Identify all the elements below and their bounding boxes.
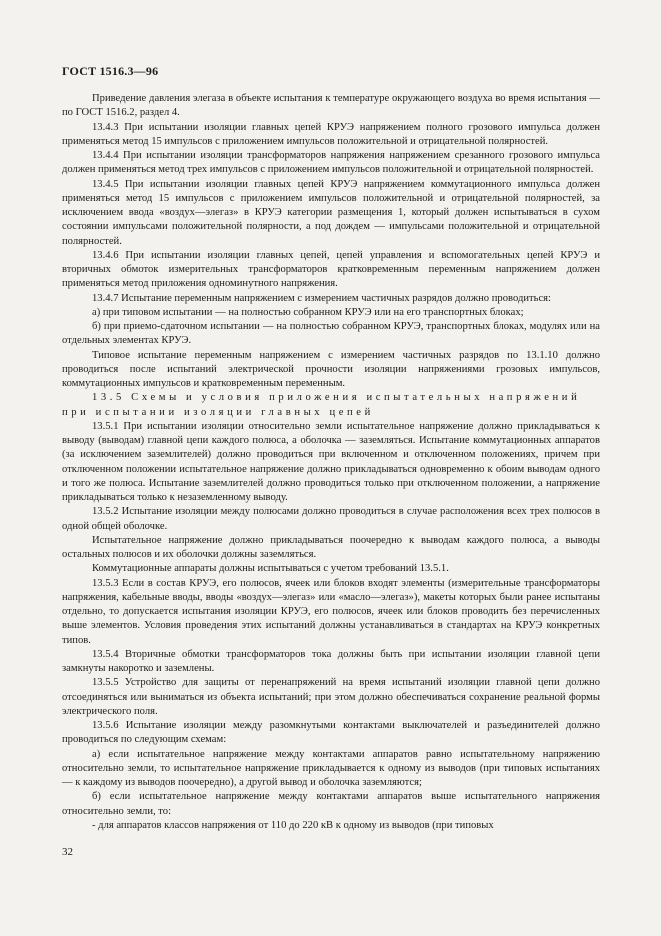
paragraph: 13.4.3 При испытании изоляции главных цепей КРУЭ напряжением полного грозового импульса должен применяться метод 15 импульсов с приложением импульсов положительной и отрицательной полярностей. <box>62 121 600 147</box>
paragraph: Коммутационные аппараты должны испытываться с учетом требований 13.5.1. <box>92 563 449 575</box>
list-item: б) если испытательное напряжение между контактами аппаратов выше испытательного напряжения относительно земли, то: <box>62 791 600 817</box>
list-item: а) если испытательное напряжение между контактами аппаратов равно испытательному напряжению относительно земли, то испытательное напряжение прикладывается к одному из выводов (при типовых испытаниях — к каждому из выводов поочередно), а другой вывод и оболочка заземляются; <box>62 748 600 788</box>
paragraph: Типовое испытание переменным напряжением с измерением частичных разрядов по 13.1.10 должно проводиться после испытаний электрической прочности изоляции напряжениями грозовых импульсов, коммутационных импульсов и кратковременным переменным. <box>62 349 600 389</box>
paragraph: 13.4.7 Испытание переменным напряжением с измерением частичных разрядов должно проводиться: <box>92 292 551 304</box>
paragraph: 13.5.1 При испытании изоляции относительно земли испытательное напряжение должно прикладываться к выводу (выводам) главной цепи каждого полюса, а оболочка — заземляться. Испытание коммутационных аппаратов (за исключением заземлителей) должно проводиться при включенном и отключенном положениях, причем при отключенном положении испытательное напряжение должно прикладываться одновременно к обоим выводам одного и того же полюса. Испытание заземлителей должно проводиться только при отключенном положении, а напряжение прикладываться только к незаземленному выводу. <box>62 420 600 503</box>
paragraph: 13.4.5 При испытании изоляции главных цепей КРУЭ напряжением коммутационного импульса должен применяться метод 15 импульсов с приложением импульсов положительной и отрицательной полярностей, за исключением ввода «воздух—элегаз» в КРУЭ категории размещения 1, который должен испытываться в сухом состоянии импульсами положительной полярности, а под дождем — импульсами положительной и отрицательной полярностей. <box>62 178 600 247</box>
document-body <box>62 92 600 833</box>
paragraph: 13.4.4 При испытании изоляции трансформаторов напряжения напряжением срезанного грозового импульса должен применяться метод трех импульсов с приложением импульсов положительной и отрицательной полярностей. <box>62 150 600 176</box>
list-item: б) при приемо-сдаточном испытании — на полностью собранном КРУЭ, транспортных блоках, модулях или на отдельных элементах КРУЭ. <box>62 321 600 347</box>
paragraph: 13.5.4 Вторичные обмотки трансформаторов тока должны быть при испытании изоляции главной цепи замкнуты накоротко и заземлены. <box>62 648 600 674</box>
list-item: - для аппаратов классов напряжения от 110 до 220 кВ к одному из выводов (при типовых <box>92 819 494 831</box>
page-number: 32 <box>62 846 73 858</box>
paragraph: 13.5.2 Испытание изоляции между полюсами должно проводиться в случае расположения всех трех полюсов в одной общей оболочке. <box>62 506 600 532</box>
document-header: ГОСТ 1516.3—96 <box>62 64 159 78</box>
section-heading: 13.5 Схемы и условия приложения испытательных напряжений при испытании изоляции главных цепей <box>62 392 581 418</box>
list-item: а) при типовом испытании — на полностью собранном КРУЭ или на его транспортных блоках; <box>92 306 524 318</box>
paragraph: Приведение давления элегаза в объекте испытания к температуре окружающего воздуха во время испытания — по ГОСТ 1516.2, раздел 4. <box>62 93 600 119</box>
paragraph: Испытательное напряжение должно прикладываться поочередно к выводам каждого полюса, а выводы остальных полюсов и их оболочки должны заземляться. <box>62 534 600 560</box>
paragraph: 13.5.3 Если в состав КРУЭ, его полюсов, ячеек или блоков входят элементы (измерительные трансформаторы напряжения, кабельные вводы, вводы «воздух—элегаз» или «масло—элегаз»), макеты которых были ранее испытаны отдельно, то допускается испытания изоляции КРУЭ, его полюсов, ячеек или блоков проводить без перечисленных выше элементов. Условия проведения этих испытаний должны устанавливаться в стандартах на КРУЭ конкретных типов. <box>62 577 600 646</box>
paragraph: 13.5.5 Устройство для защиты от перенапряжений на время испытаний изоляции главной цепи должно отсоединяться или выниматься из объекта испытаний; при этом должно обеспечиваться сохранение реальной формы электрического поля. <box>62 677 600 717</box>
paragraph: 13.4.6 При испытании изоляции главных цепей, цепей управления и вспомогательных цепей КРУЭ и вторичных обмоток измерительных трансформаторов кратковременным переменным напряжением должен применяться метод приложения одноминутного напряжения. <box>62 249 600 290</box>
paragraph: 13.5.6 Испытание изоляции между разомкнутыми контактами выключателей и разъединителей должно проводиться по следующим схемам: <box>62 720 600 746</box>
